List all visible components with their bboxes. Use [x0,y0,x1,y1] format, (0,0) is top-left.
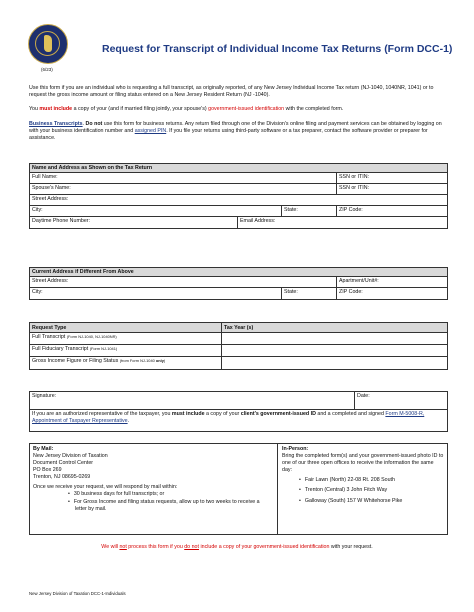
current-state-field[interactable]: State: [282,288,337,299]
current-zip-field[interactable]: ZIP Code: [339,288,363,295]
current-street-field[interactable]: Street Address: [30,277,337,287]
in-person-column [279,444,447,508]
current-city-field[interactable]: City: [30,288,282,299]
mail-timeline-list [75,491,272,512]
request-type-section [29,322,448,370]
ssn-field[interactable]: SSN or ITIN: [339,173,370,180]
email-field[interactable]: Email Address: [240,217,276,224]
request-type-header: Request Type [30,323,222,332]
by-mail-title: By Mail: [33,446,54,452]
full-transcript-tax-year-field[interactable] [222,333,447,344]
date-field[interactable]: Date: [357,392,370,399]
assigned-pin-link[interactable]: assigned PIN [134,127,167,134]
mail-address-line-4: Trenton, NJ 08695-0269 [33,473,91,480]
fiduciary-transcript-option[interactable]: Full Fiduciary Transcript (Form NJ-1041) [30,345,222,356]
mail-response-text: Once we receive your request, we will respond by mail within: [33,484,178,491]
in-person-title: In-Person: [282,446,309,452]
full-transcript-option[interactable]: Full Transcript (Form NJ-1040, NJ-1040NR) [30,333,222,344]
street-address-field[interactable]: Street Address: [32,195,69,202]
revision-date: (6/23) [41,67,53,72]
nj-state-seal [28,24,68,64]
fiduciary-tax-year-field[interactable] [222,345,447,356]
spouse-ssn-field[interactable]: SSN or ITIN: [339,184,370,191]
column-divider [277,444,278,534]
list-item: • For Gross Income and filing status requests, allow up to two weeks to receive a letter by mail. [75,499,272,513]
mail-address-line-1: New Jersey Division of Taxation [33,452,108,459]
business-transcripts-link[interactable]: Business Transcripts [29,121,83,127]
submission-section [29,443,448,535]
state-field[interactable]: State: [282,206,337,216]
full-name-field[interactable]: Full Name: [30,173,337,183]
city-field[interactable]: City: [30,206,282,216]
current-address-section [29,267,448,300]
spouse-name-field[interactable]: Spouse's Name: [30,184,337,194]
intro-paragraph-2: You must include a copy of your (and if married filing jointly, your spouse's) government-issued identification with the completed form. [29,106,344,112]
name-address-header: Name and Address as Shown on the Tax Return [30,164,447,173]
signature-field[interactable]: Signature: [30,392,355,409]
representative-notice: If you are an authorized representative of the taxpayer, you must include a copy of your client's government-issued ID and a completed and signed Form M-5008-R, Appointment of Taxpayer Representative. [32,411,425,424]
page-footer: New Jersey Division of Taxation DCC-1-Individuals [29,591,126,596]
processing-notice: We will not process this form if you do not include a copy of your government-issued identification with your request. [101,544,373,550]
new-jersey-state-icon [44,35,52,52]
list-item: • Fair Lawn (North) 22-08 Rt. 208 South [306,477,444,484]
in-person-text: Bring the completed form(s) and your government-issued photo ID to one of our three open offices to receive the information the same day: [282,452,444,473]
form-m5008r-link[interactable]: Form M-5008-R, Appointment of Taxpayer Representative [32,411,425,424]
tax-year-header: Tax Year (s) [224,324,254,331]
page-title: Request for Transcript of Individual Income Tax Returns (Form DCC-1) [102,43,453,55]
signature-section [29,391,448,432]
list-item: • Trenton (Central) 3 John Fitch Way [306,487,444,494]
list-item: • 30 business days for full transcripts; or [75,491,272,498]
current-address-header: Current Address if Different From Above [30,268,447,277]
mail-address-line-2: Document Control Center [33,459,94,466]
name-address-section [29,163,448,229]
intro-paragraph-3: Business Transcripts. Do not use this form for business returns. Any return filed through one of the Division's online filing and payment services can be obtained by logging on with your business identification number and assigned PIN. If you file your returns using third-party software or a tax preparer, contact the software provider or preparer for assistance. [29,121,442,141]
intro-paragraph-1: Use this form if you are an individual who is requesting a full transcript, as originally reported, of any New Jersey Individual Income Tax return (NJ-1040, 1040NR, 1041) or to request the gross income amount or filing status entered on a New Jersey Resident Return (NJ -1040). [29,85,434,98]
gross-income-option[interactable]: Gross Income Figure or Filing Status (from Form NJ-1040 only) [30,357,222,369]
gross-income-tax-year-field[interactable] [222,357,447,369]
list-item: • Galloway (South) 157 W Whitehorse Pike [306,498,444,505]
mail-address-line-3: PO Box 269 [33,466,62,473]
office-list [306,477,444,506]
by-mail-column [30,444,275,515]
daytime-phone-field[interactable]: Daytime Phone Number: [30,217,238,228]
apartment-field[interactable]: Apartment/Unit#: [339,277,379,284]
zip-field[interactable]: ZIP Code: [339,206,363,213]
